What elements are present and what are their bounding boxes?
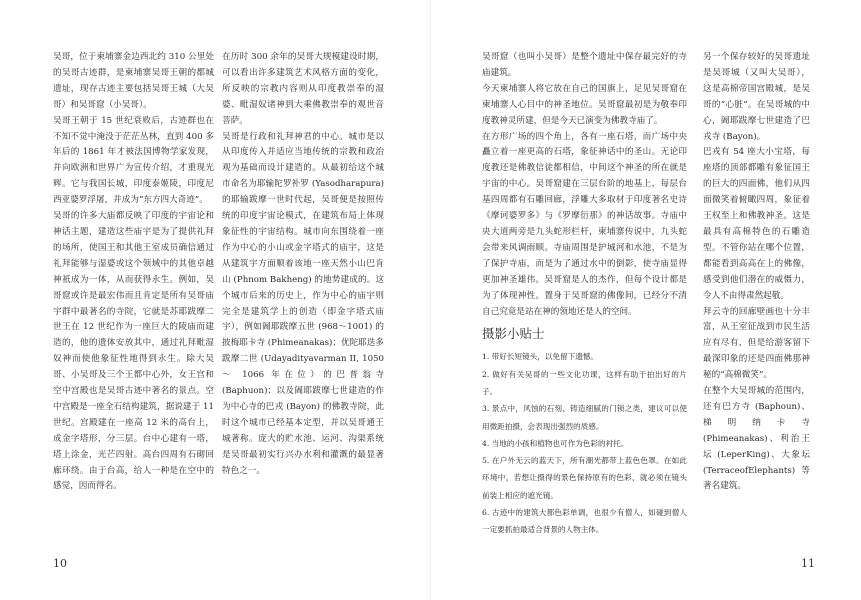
left-page-column-2 (222, 50, 384, 479)
paragraph: 吴哥窟（也叫小吴哥）是整个遗址中保存最完好的寺庙建筑。 (482, 52, 687, 78)
photo-tips-list (482, 348, 687, 538)
page-gutter (430, 0, 431, 600)
right-page-column-1 (482, 50, 687, 539)
paragraph: 吴哥的许多大庙都反映了印度的宇宙论和神话主题，建造这些庙宇是为了提供礼拜的场所，使国王和其他王室成员确信通过礼拜能够与湿婆或这个领域中的其他卓越神祇成为一体，从而获得永生。例如，吴哥窟或许是最宏伟而且肯定是所有吴哥庙宇群中最著名的寺院，它就是苏耶跋摩二世王在 12 世纪作为一座巨大的陵庙而建造的，他的遗体安放其中，通过礼拜毗湿奴神而使他象征性地得到永生。除大吴哥、小吴哥及三个王都中心外，女王宫和空中宫殿也是吴哥古迹中著名的景点。空中宫殿是一座全石结构建筑，据说建于 11 世纪。宫殿建在一座高 12 米的高台上，成金字塔形，分三层。台中心建有一塔，塔上涂金，光芒四射。高台四周有石砌回廊环绕。由于台高，给人一种是在空中的感觉，因而得名。 (53, 211, 214, 492)
tip-item: 4. 当地的小孩和植物也可作为色彩的衬托。 (482, 438, 629, 448)
photo-tips-heading: 摄影小贴士 (482, 326, 545, 342)
left-page-column-1 (53, 50, 214, 495)
tip-item: 1. 带好长短镜头，以免留下遗憾。 (482, 352, 598, 362)
tip-item: 3. 景点中，风蚀的石刻、铸造细腻的门锁之类，建议可以使用微距拍摄，会表现出强烈的质感。 (482, 404, 687, 431)
paragraph: 拜云寺的回廊壁画也十分丰富，从王室征战到市民生活应有尽有，但是给游客留下最深印象的还是四面佛那神秘的“高棉微笑”。 (703, 306, 810, 381)
paragraph: 吴哥王朝于 15 世纪衰败后，古迹群也在不知不觉中淹没于茫茫丛林，直到 400 多年后的 1861 年才被法国博物学家发现，并向欧洲和世界广为宣传介绍，才重现光辉。它与我国长城，印度泰姬陵，印度尼西亚婆罗浮屠，并成为“东方四大奇迹”。 (53, 115, 214, 206)
paragraph: 巴戎有 54 座大小宝塔，每座塔的顶部都雕有象征国王的巨大的四面佛，他们从四面微笑着俯瞰四周，象征着王权至上和佛教神圣。这是最具有高棉特色的石雕造型。不管你站在哪个位置，都能看到高高在上的佛像，感受到他们潜在的威慑力，令人不由得肃然起敬。 (703, 147, 810, 301)
tip-item: 6. 古迹中的建筑大都色彩单调，也很少有僧人，如碰到僧人一定要抓拍最适合背景的人物主体。 (482, 508, 687, 535)
paragraph: 吴哥，位于柬埔寨金边西北约 310 公里处的吴哥古迹群，是柬埔寨吴哥王朝的都城遗址，现存古迹主要包括吴哥王城（大吴哥）和吴哥窟（小吴哥）。 (53, 52, 214, 110)
paragraph: 在历时 300 余年的吴哥大规模建设时期，可以看出许多建筑艺术风格方面的变化，所反映的宗教内容则从印度教崇奉的湿婆、毗湿奴诸神到大乘佛教崇奉的观世音菩萨。 (222, 52, 384, 126)
paragraph: 在整个大吴哥城的范围内，还有巴方寺 (Baphoun)、梯明纳卡寺 (Phimeanakas)、利治王坛 (LeperKing)、大象坛 (TerraceofElephants) 等著名建筑。 (703, 386, 810, 492)
tip-item: 5. 在户外无云的蓝天下，所有潮光都带上蓝色色罩。在如此环境中，若想让摄得的景色保持原有的色彩，就必须在镜头前装上相应的遮光镜。 (482, 456, 687, 500)
tip-item: 2. 做好有关吴哥的一些文化功课，这样有助于拍出好的片子。 (482, 369, 687, 396)
right-page-column-2 (703, 50, 810, 495)
right-page-number: 11 (801, 557, 815, 570)
paragraph: 在方形广场的四个角上，各有一座石塔，而广场中央矗立着一座更高的石塔，象征神话中的圣山。无论印度教还是佛教信徒都相信，中间这个神圣的所在就是宇宙的中心。吴哥窟建在三层台阶的地基上，每层台基四周都有石雕回廊，浮雕大多取材于印度著名史诗《摩诃婆罗多》与《罗摩衍那》的神话故事。寺庙中央大道两旁是九头蛇形栏杆，柬埔寨传说中，九头蛇会带来风调雨顺。寺庙周围是护城河和水池，不是为了保护寺庙，而是为了通过水中的倒影，使寺庙显得更加神圣雄伟。吴哥窟是人的杰作，但每个设计都是为了体现神性。置身于吴哥窟的佛像间，已经分不清自己究竟是站在神的领地还是人的空间。 (482, 131, 687, 317)
paragraph: 吴哥是行政和礼拜神君的中心。城市是以从印度传入并适应当地传统的宗教和政治观为基础而设计建造的。从最初给这个城市命名为耶输陀罗补罗 (Yasodharapura) 的耶输跋摩一世时代起，吴哥便是按照传统的印度宇宙论模式，在建筑布局上体现象征性的宇宙结构。城市向东围绕着一座作为中心的小山或金字塔式的庙宇，这是从建筑宇方面顺着该地一座天然小山巴肯山 (Phnom Bakheng) 的地势建成的。这个城市后来的历史上，作为中心的庙宇则完全是建筑学上的创造（即金字塔式庙宇），例如阇耶跋摩五世 (968～1001) 的披梅耶卡寺 (Phimeanakas)；优陀耶迭多跋摩二世 (Udayadityavarman II, 1050 ～ 1066 年在位）的巴普翁寺 (Baphuon)；以及阇耶跋摩七世建造的作为中心寺的巴戎 (Bayon) 的佛教寺院，此时这个城市已经基本定型，并以吴哥通王城著称。庞大的贮水池、运河、沟渠系统是吴哥最初实行兴办水利和灌溉的最显著特色之一。 (222, 131, 384, 476)
paragraph: 另一个保存较好的吴哥遗址是吴哥城（又叫大吴哥），这是高棉帝国宫殿城，是吴哥的“心脏”。在吴哥城的中心，阇耶跋摩七世建造了巴戎寺 (Bayon)。 (703, 52, 810, 142)
paragraph: 今天柬埔寨人将它放在自己的国旗上，足见吴哥窟在柬埔寨人心目中的神圣地位。吴哥窟最初是为敬奉印度教神灵所建，但是今天已演变为佛教寺庙了。 (482, 83, 687, 126)
left-page-number: 10 (53, 557, 67, 570)
